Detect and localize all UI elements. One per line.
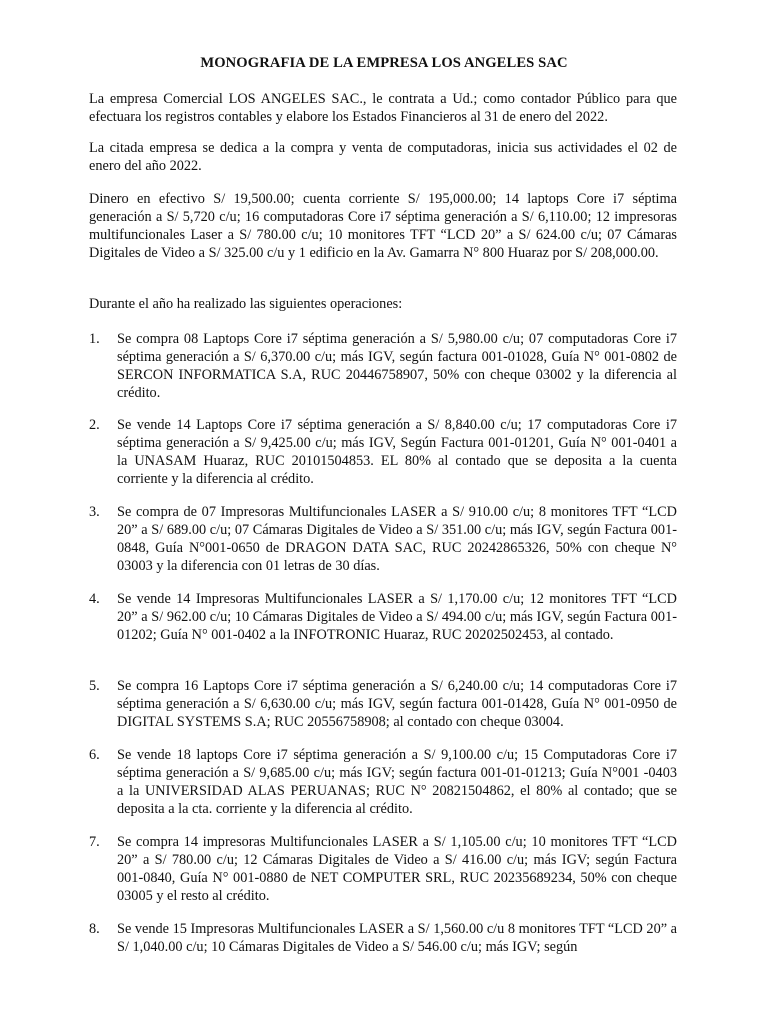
operation-number: 2. [89, 417, 100, 433]
operation-item [89, 416, 677, 488]
operation-text: Se vende 14 Laptops Core i7 séptima generación a S/ 8,840.00 c/u; 17 computadoras Core i7 séptima generación a S/ 9,425.00 c/u; más IGV, Según Factura 001-01201, Guía N° 001-0401 a la UNASAM Huaraz, RUC 20101504853. EL 80% al contado que se deposita a la cuenta corriente y la diferencia al crédito. [117, 417, 677, 487]
operation-text: Se vende 18 laptops Core i7 séptima generación a S/ 9,100.00 c/u; 15 Computadoras Core i7 séptima generación a S/ 9,685.00 c/u; más IGV; según factura 001-01-01213; Guía N°001 -0403 a la UNIVERSIDAD ALAS PERUANAS; RUC N° 20821504862, el 80% al contado; que se deposita a la cta. corriente y la diferencia al crédito. [117, 747, 677, 817]
document-title: MONOGRAFIA DE LA EMPRESA LOS ANGELES SAC [200, 55, 568, 71]
operation-item [89, 590, 677, 644]
operation-number: 8. [89, 921, 100, 937]
operation-text: Se compra de 07 Impresoras Multifuncionales LASER a S/ 910.00 c/u; 8 monitores TFT “LCD 20” a S/ 689.00 c/u; 07 Cámaras Digitales de Video a S/ 351.00 c/u; más IGV, según Factura 001-0848, Guía N°001-0650 de DRAGON DATA SAC, RUC 20242865326, 50% con cheque N° 03003 y la diferencia con 01 letras de 30 días. [117, 504, 677, 574]
operation-number: 5. [89, 678, 100, 694]
operation-item [89, 920, 677, 956]
operation-number: 4. [89, 591, 100, 607]
operation-number: 6. [89, 747, 100, 763]
operation-number: 1. [89, 331, 100, 347]
intro-paragraph-contract: La empresa Comercial LOS ANGELES SAC., le contrata a Ud.; como contador Público para que efectuara los registros contables y elabore los Estados Financieros al 31 de enero del 2022. [89, 91, 677, 125]
intro-paragraph-activity: La citada empresa se dedica a la compra y venta de computadoras, inicia sus actividades el 02 de enero del año 2022. [89, 140, 677, 174]
operation-text: Se vende 14 Impresoras Multifuncionales LASER a S/ 1,170.00 c/u; 12 monitores TFT “LCD 20” a S/ 962.00 c/u; 10 Cámaras Digitales de Video a S/ 494.00 c/u; más IGV, según Factura 001-01202; Guía N° 001-0402 a la INFOTRONIC Huaraz, RUC 20202502453, al contado. [117, 591, 677, 643]
operation-item [89, 677, 677, 731]
operation-number: 7. [89, 834, 100, 850]
operation-text: Se compra 08 Laptops Core i7 séptima generación a S/ 5,980.00 c/u; 07 computadoras Core i7 séptima generación a S/ 6,370.00 c/u; más IGV, según factura 001-01028, Guía N° 001-0802 de SERCON INFORMATICA S.A, RUC 20446758907, 50% con cheque 03002 y la diferencia al crédito. [117, 331, 677, 401]
operation-item [89, 330, 677, 402]
intro-paragraph-assets: Dinero en efectivo S/ 19,500.00; cuenta corriente S/ 195,000.00; 14 laptops Core i7 séptima generación a S/ 5,720 c/u; 16 computadoras Core i7 séptima generación a S/ 6,110.00; 12 impresoras multifuncionales Laser a S/ 780.00 c/u; 10 monitores TFT “LCD 20” a S/ 624.00 c/u; 07 Cámaras Digitales de Video a S/ 325.00 c/u y 1 edificio en la Av. Gamarra N° 800 Huaraz por S/ 208,000.00. [89, 191, 677, 261]
operation-item [89, 833, 677, 905]
operation-item [89, 746, 677, 818]
intro-paragraph-operations-heading: Durante el año ha realizado las siguientes operaciones: [89, 296, 403, 312]
operation-text: Se vende 15 Impresoras Multifuncionales LASER a S/ 1,560.00 c/u 8 monitores TFT “LCD 20” a S/ 1,040.00 c/u; 10 Cámaras Digitales de Video a S/ 546.00 c/u; más IGV; según [117, 921, 677, 955]
operation-item [89, 503, 677, 575]
operation-number: 3. [89, 504, 100, 520]
operation-text: Se compra 16 Laptops Core i7 séptima generación a S/ 6,240.00 c/u; 14 computadoras Core i7 séptima generación a S/ 6,630.00 c/u; más IGV, según factura 001-01428, Guía N° 001-0950 de DIGITAL SYSTEMS S.A; RUC 20556758908; al contado con cheque 03004. [117, 678, 677, 730]
operation-text: Se compra 14 impresoras Multifuncionales LASER a S/ 1,105.00 c/u; 10 monitores TFT “LCD 20” a S/ 780.00 c/u; 12 Cámaras Digitales de Video a S/ 416.00 c/u; más IGV; según Factura 001-0840, Guía N° 001-0880 de NET COMPUTER SRL, RUC 20235689234, 50% con cheque 03005 y el resto al crédito. [117, 834, 677, 904]
